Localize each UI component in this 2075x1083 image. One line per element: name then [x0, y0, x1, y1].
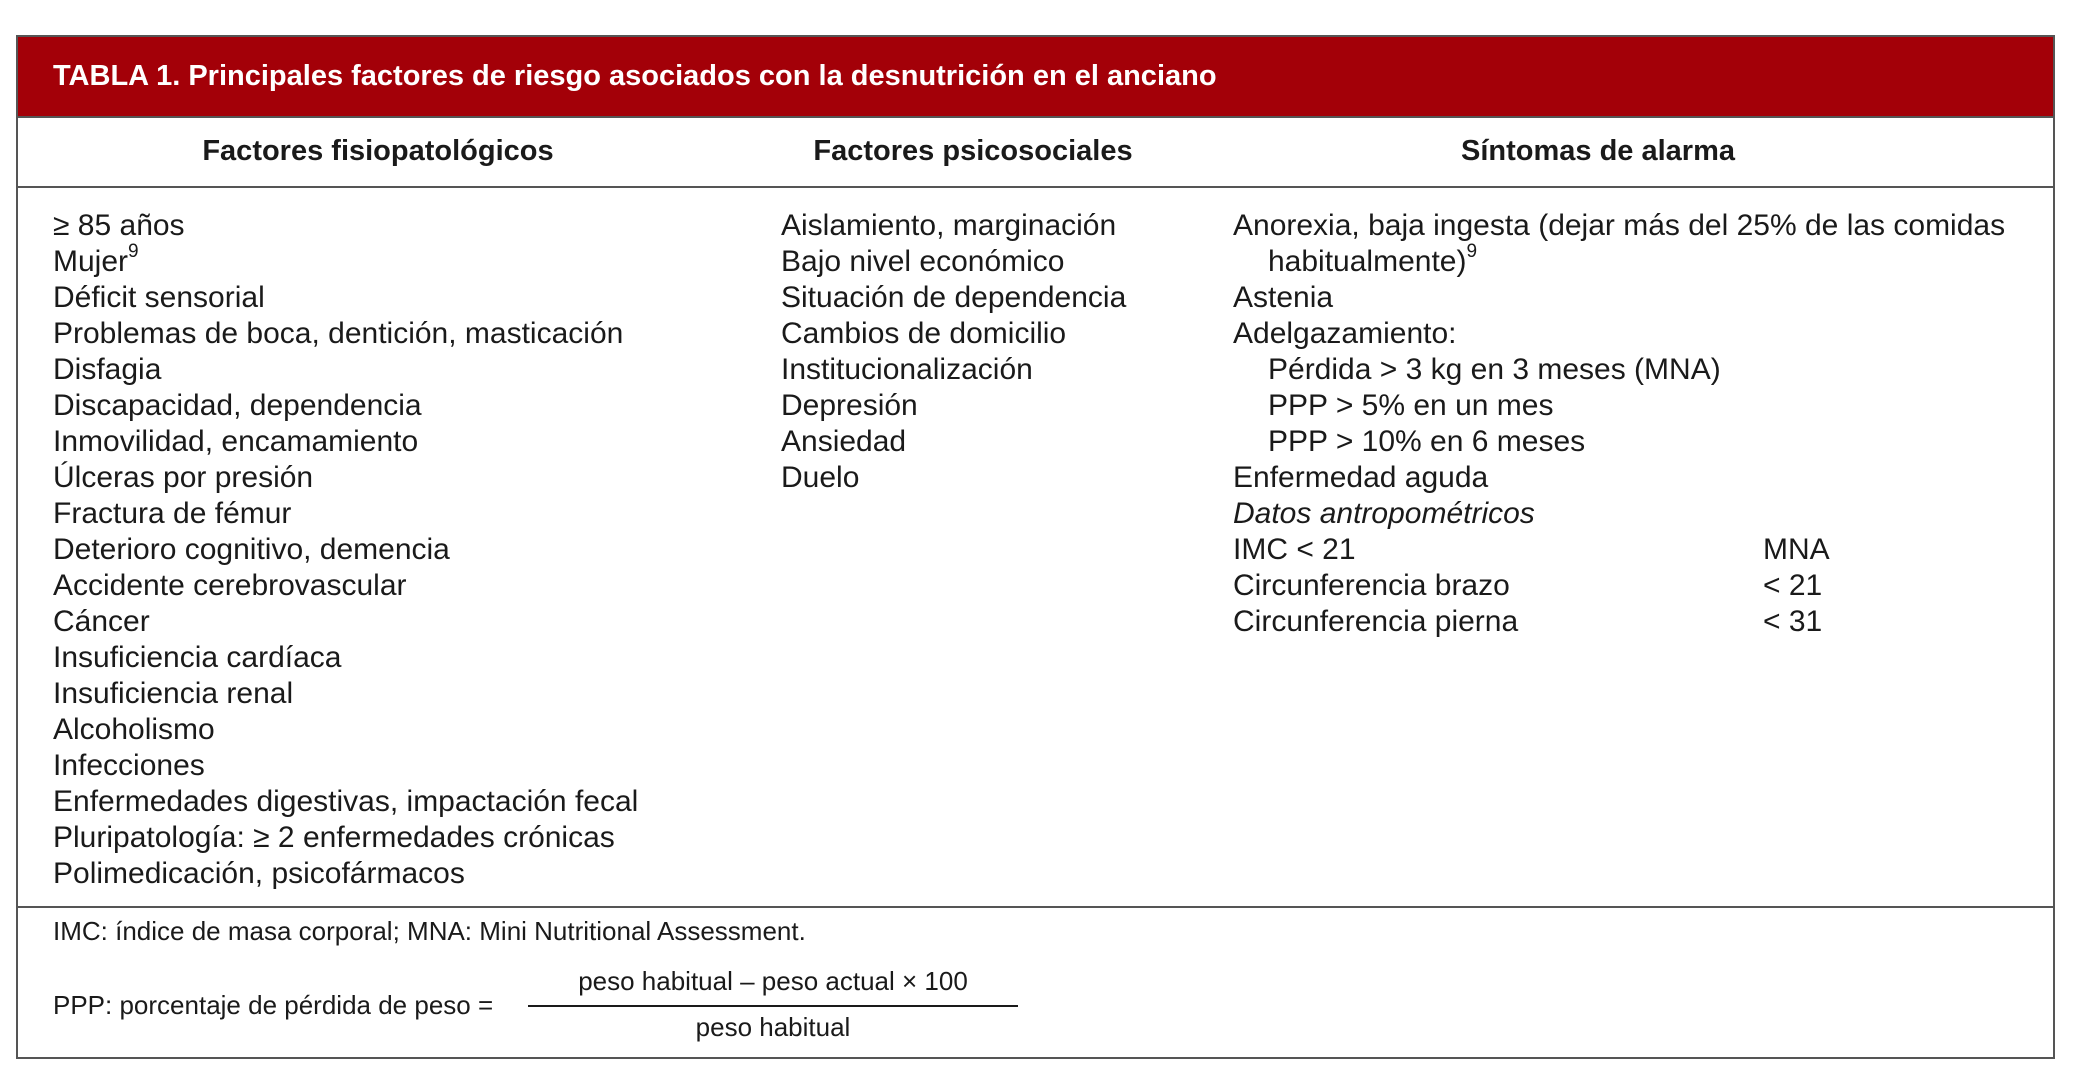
list-item: Ansiedad	[781, 425, 907, 458]
row-value: MNA	[1763, 533, 1830, 566]
list-item: Deterioro cognitivo, demencia	[53, 533, 450, 566]
list-item: Discapacidad, dependencia	[53, 389, 422, 422]
list-item: Enfermedades digestivas, impactación fecal	[53, 785, 639, 818]
row-label: IMC < 21	[1233, 533, 1356, 566]
list-item: Infecciones	[53, 749, 205, 782]
reference-mark: 9	[128, 241, 139, 262]
header-row	[18, 116, 2053, 188]
formula-label: PPP: porcentaje de pérdida de peso =	[53, 990, 494, 1020]
list-item: Alcoholismo	[53, 713, 215, 746]
fraction-bar	[528, 1005, 1018, 1007]
header-fisiopatologicos: Factores fisiopatológicos	[202, 135, 554, 167]
list-item: Úlceras por presión	[53, 461, 314, 494]
list-item: Aislamiento, marginación	[781, 209, 1117, 242]
list-item: habitualmente)$^9$	[1268, 241, 1478, 278]
list-item: Situación de dependencia	[781, 281, 1127, 314]
list-item: Cáncer	[53, 605, 150, 638]
table-row	[1233, 532, 2033, 568]
list-item: Pluripatología: ≥ 2 enfermedades crónicas	[53, 821, 615, 854]
list-item: PPP > 10% en 6 meses	[1268, 425, 1586, 458]
list-item: Enfermedad aguda	[1233, 461, 1489, 494]
header-psicosociales: Factores psicosociales	[813, 135, 1133, 167]
list-item: Insuficiencia cardíaca	[53, 641, 342, 674]
column-fisiopatologicos	[53, 208, 638, 892]
table-body	[18, 188, 2053, 908]
column-psicosociales	[781, 208, 1126, 496]
table-frame	[16, 35, 2055, 1059]
list-item: Anorexia, baja ingesta (dejar más del 25% de las comidas	[1233, 209, 2006, 242]
formula-denominator: peso habitual	[695, 1012, 851, 1042]
list-item: Adelgazamiento:	[1233, 317, 1457, 350]
table-title: TABLA 1. Principales factores de riesgo asociados con la desnutrición en el anciano	[18, 37, 2053, 116]
row-label: Circunferencia brazo	[1233, 569, 1510, 602]
list-item: PPP > 5% en un mes	[1268, 389, 1554, 422]
list-item: Cambios de domicilio	[781, 317, 1067, 350]
list-item: Polimedicación, psicofármacos	[53, 857, 465, 890]
list-item: Institucionalización	[781, 353, 1033, 386]
list-item: Duelo	[781, 461, 860, 494]
list-item: Insuficiencia renal	[53, 677, 294, 710]
header-sintomas: Síntomas de alarma	[1461, 135, 1735, 167]
ppp-formula	[53, 966, 1053, 1046]
row-label: Circunferencia pierna	[1233, 605, 1519, 638]
section-label: Datos antropométricos	[1233, 497, 1535, 530]
column-sintomas	[1233, 208, 2033, 640]
list-item: ≥ 85 años	[53, 209, 185, 242]
list-item: Pérdida > 3 kg en 3 meses (MNA)	[1268, 353, 1721, 386]
formula-numerator: peso habitual – peso actual × 100	[578, 966, 968, 996]
list-item: Depresión	[781, 389, 918, 422]
list-item: Disfagia	[53, 353, 162, 386]
list-item: Déficit sensorial	[53, 281, 265, 314]
list-item: Mujer$^9$	[53, 241, 139, 278]
table-row	[1233, 568, 2033, 604]
list-item: Bajo nivel económico	[781, 245, 1065, 278]
list-item: Accidente cerebrovascular	[53, 569, 407, 602]
list-item: Astenia	[1233, 281, 1334, 314]
list-item: Problemas de boca, dentición, masticación	[53, 317, 624, 350]
row-value: < 31	[1763, 605, 1823, 638]
footnote-abbreviations: IMC: índice de masa corporal; MNA: Mini Nutritional Assessment.	[53, 916, 806, 946]
reference-mark: 9	[1466, 241, 1478, 262]
list-item: Inmovilidad, encamamiento	[53, 425, 419, 458]
row-value: < 21	[1763, 569, 1823, 602]
table-footer	[18, 908, 2053, 1058]
table-row	[1233, 604, 2033, 640]
list-item: Fractura de fémur	[53, 497, 292, 530]
